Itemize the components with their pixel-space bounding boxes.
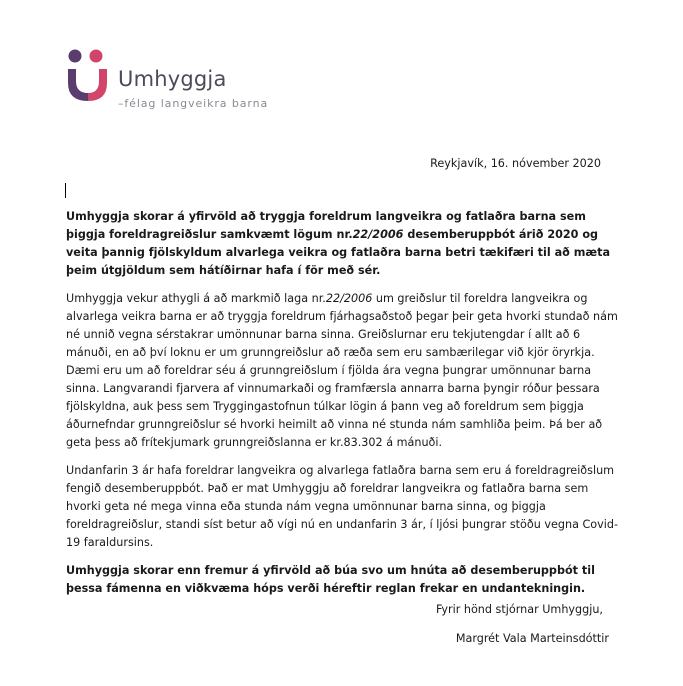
intro-paragraph bbox=[66, 208, 620, 280]
closing-paragraph: Umhyggja skorar enn fremur á yfirvöld að búa svo um hnúta að desemberuppbót til þessa fámenna en viðkvæma hóps verði héreftir reglan frekar en undantekningin. bbox=[66, 564, 595, 595]
signoff: Fyrir hönd stjórnar Umhyggju, bbox=[435, 603, 603, 616]
intro-text-start: Umhyggja skorar á yfirvöld að tryggja foreldrum langveikra og fatlaðra barna sem þiggja foreldragreiðslur samkvæmt lögum nr. bbox=[66, 210, 586, 241]
letter-body[interactable] bbox=[66, 208, 620, 608]
umhyggja-logo-icon bbox=[66, 47, 116, 105]
signature: Margrét Vala Marteinsdóttir bbox=[455, 632, 609, 645]
logo-tagline: –félag langveikra barna bbox=[118, 97, 269, 110]
text-cursor bbox=[65, 183, 66, 198]
intro-text-end: desemberuppbót árið 2020 og veita þannig fjölskyldum alvarlega veikra og fatlaðra barna betri tækifæri til að mæta þeim útgjöldum sem hátíðirnar hafa í för með sér. bbox=[66, 228, 611, 277]
paragraph-2: Undanfarin 3 ár hafa foreldrar langveikra og alvarlega fatlaðra barna sem eru á foreldragreiðslum fengið desemberuppbót. Það er mat Umhyggju að foreldrar langveikra og fatlaðra barna sem hvorki geta né mega vinna eða stunda nám vegna umönnunar barna sinna, og þiggja foreldragreiðslur, standi síst betur að vígi nú en undanfarin 3 ár, í ljósi þungrar stöðu vegna Covid-19 faraldursins. bbox=[66, 464, 618, 549]
intro-law-number: 22/2006 bbox=[352, 228, 404, 241]
para1-law-number: 22/2006 bbox=[325, 292, 373, 305]
letter-date: Reykjavík, 16. nóvember 2020 bbox=[430, 157, 601, 170]
paragraph-1 bbox=[66, 290, 620, 452]
para1-text-end: um greiðslur til foreldra langveikra og alvarlega veikra barna er að tryggja foreldrum fjárhagsaðstoð þegar þeir geta hvorki stundað nám né unnið vegna sérstakrar umönnunar barna sinna. Greiðslurnar eru tekjutengdar í allt að 6 mánuði, en að því loknu er um grunngreiðslur að ræða sem eru sambærilegar við kjör öryrkja. Dæmi eru um að foreldrar séu á grunngreiðslum í fjölda ára vegna þungrar umönnunar barna sinna. Langvarandi fjarvera af vinnumarkaði og framfærsla annarra barna þyngir róður þessara fjölskyldna, auk þess sem Tryggingastofnun túlkar lögin á þann veg að foreldrum sem þiggja áðurnefndar grunngreiðslur sé hvorki heimilt að vinna né stunda nám samhliða þeim. Þá ber að geta þess að frítekjumark grunngreiðslanna er kr.83.302 á mánuði. bbox=[66, 292, 618, 449]
para1-text-start: Umhyggja vekur athygli á að markmið laga nr. bbox=[66, 292, 326, 305]
logo-name: Umhyggja bbox=[118, 67, 227, 91]
logo bbox=[66, 47, 286, 117]
